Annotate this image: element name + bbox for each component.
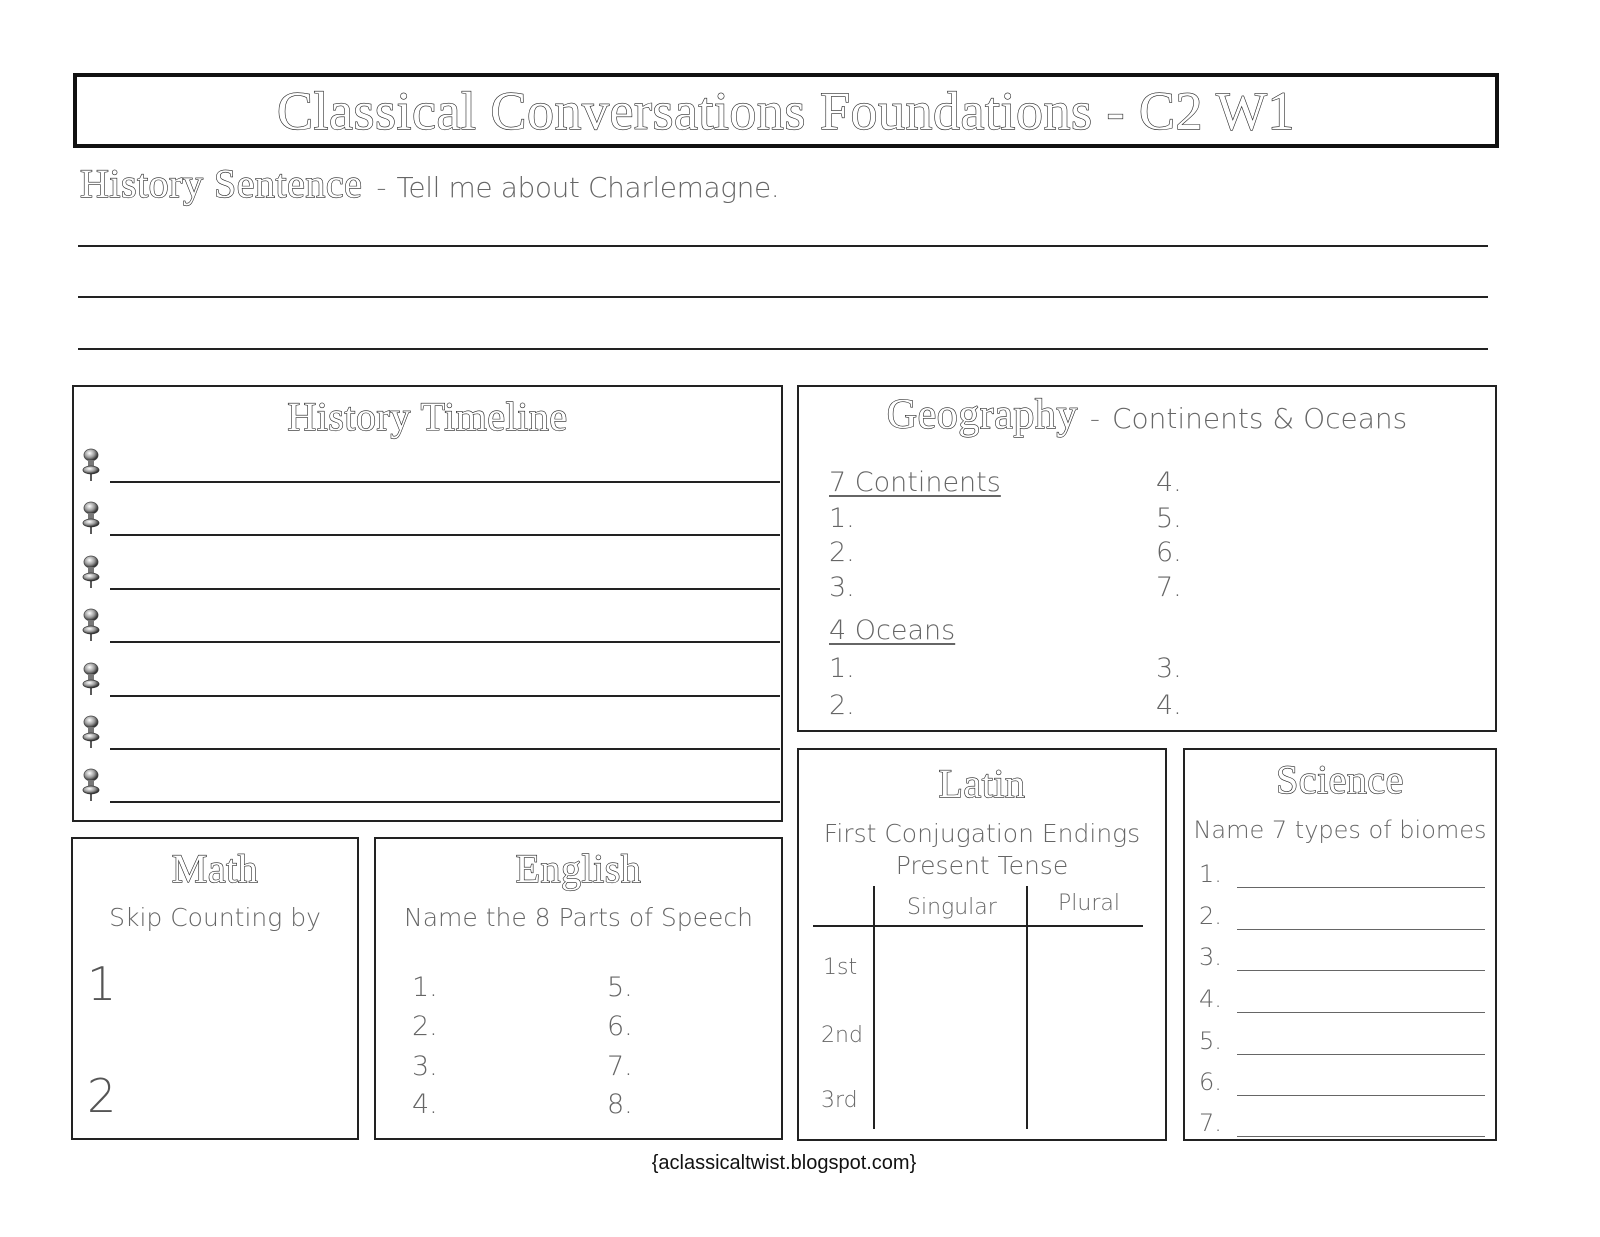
page-title: Classical Conversations Foundations - C2 W1 [277, 80, 1295, 141]
biome-answer-line[interactable] [1237, 887, 1485, 888]
timeline-row[interactable] [80, 500, 780, 540]
latin-heading: Latin [938, 761, 1026, 806]
biome-row[interactable]: 7. [1199, 1109, 1485, 1139]
row-label-3rd: 3rd [821, 1088, 858, 1113]
timeline-answer-line[interactable] [110, 588, 780, 590]
part-of-speech-item[interactable]: 7. [607, 1051, 633, 1082]
biome-row[interactable]: 3. [1199, 943, 1485, 973]
column-header-singular: Singular [907, 895, 997, 920]
continent-item[interactable]: 5. [1156, 503, 1182, 534]
timeline-answer-line[interactable] [110, 695, 780, 697]
part-of-speech-item[interactable]: 5. [607, 972, 633, 1003]
continent-item[interactable]: 3. [829, 572, 855, 603]
timeline-row[interactable] [80, 447, 780, 487]
part-of-speech-item[interactable]: 4. [412, 1089, 438, 1120]
history-sentence-prompt: Tell me about Charlemagne. [396, 171, 780, 204]
separator: - [1089, 402, 1100, 435]
history-sentence-answer-line-2[interactable] [78, 296, 1488, 298]
biome-answer-line[interactable] [1237, 1054, 1485, 1055]
timeline-row[interactable] [80, 554, 780, 594]
english-subtitle: Name the 8 Parts of Speech [404, 903, 753, 932]
table-header-divider [813, 925, 1143, 927]
math-section [71, 837, 359, 1140]
footer-credit: {aclassicaltwist.blogspot.com} [651, 1152, 917, 1174]
timeline-row[interactable] [80, 607, 780, 647]
history-sentence-answer-line-3[interactable] [78, 348, 1488, 350]
title-banner [73, 73, 1499, 148]
part-of-speech-item[interactable]: 8. [607, 1089, 633, 1120]
skip-count-row-1[interactable]: 1 [87, 957, 117, 1011]
geography-subtitle: Continents & Oceans [1111, 402, 1408, 435]
timeline-answer-line[interactable] [110, 801, 780, 803]
pushpin-icon [80, 447, 102, 483]
part-of-speech-item[interactable]: 1. [412, 972, 438, 1003]
history-sentence-heading: History Sentence [80, 161, 363, 206]
continent-item[interactable]: 2. [829, 537, 855, 568]
biome-answer-line[interactable] [1237, 929, 1485, 930]
ocean-item[interactable]: 2. [829, 690, 855, 721]
science-section [1183, 748, 1497, 1141]
part-of-speech-item[interactable]: 6. [607, 1011, 633, 1042]
history-sentence-header [80, 160, 779, 207]
table-column-divider [873, 886, 875, 1129]
timeline-row[interactable] [80, 714, 780, 754]
science-heading: Science [1276, 757, 1404, 802]
biome-row[interactable]: 6. [1199, 1068, 1485, 1098]
math-subtitle: Skip Counting by [109, 903, 321, 932]
ocean-item[interactable]: 3. [1156, 653, 1182, 684]
biome-answer-line[interactable] [1237, 1012, 1485, 1013]
separator: - [376, 171, 387, 204]
pushpin-icon [80, 661, 102, 697]
english-section [374, 837, 783, 1140]
biome-answer-line[interactable] [1237, 1136, 1485, 1137]
table-column-divider [1026, 886, 1028, 1129]
continent-item[interactable]: 6. [1156, 537, 1182, 568]
english-heading: English [515, 846, 642, 891]
pushpin-icon [80, 714, 102, 750]
biome-answer-line[interactable] [1237, 1095, 1485, 1096]
geography-section [797, 385, 1497, 732]
biome-row[interactable]: 5. [1199, 1027, 1485, 1057]
ocean-item[interactable]: 4. [1156, 690, 1182, 721]
geography-header [799, 391, 1495, 439]
part-of-speech-item[interactable]: 2. [412, 1011, 438, 1042]
skip-count-row-2[interactable]: 2 [87, 1069, 117, 1123]
part-of-speech-item[interactable]: 3. [412, 1051, 438, 1082]
latin-subtitle-line-1: First Conjugation Endings [823, 819, 1141, 848]
timeline-answer-line[interactable] [110, 641, 780, 643]
row-label-1st: 1st [823, 955, 858, 980]
pushpin-icon [80, 500, 102, 536]
pushpin-icon [80, 554, 102, 590]
pushpin-icon [80, 607, 102, 643]
pushpin-icon [80, 767, 102, 803]
timeline-row[interactable] [80, 767, 780, 807]
history-timeline-heading: History Timeline [287, 394, 568, 439]
latin-section [797, 748, 1167, 1141]
biome-row[interactable]: 2. [1199, 902, 1485, 932]
column-header-plural: Plural [1058, 891, 1120, 916]
geography-heading: Geography [886, 392, 1078, 438]
math-heading: Math [171, 846, 259, 891]
history-sentence-answer-line-1[interactable] [78, 245, 1488, 247]
continent-item[interactable]: 1. [829, 503, 855, 534]
biome-row[interactable]: 1. [1199, 860, 1485, 890]
timeline-answer-line[interactable] [110, 748, 780, 750]
ocean-item[interactable]: 1. [829, 653, 855, 684]
science-subtitle: Name 7 types of biomes [1193, 816, 1487, 844]
continents-label: 7 Continents [829, 467, 1001, 498]
history-timeline-section [72, 385, 783, 822]
latin-subtitle-line-2: Present Tense [895, 851, 1069, 880]
biome-answer-line[interactable] [1237, 970, 1485, 971]
oceans-label: 4 Oceans [829, 615, 956, 646]
timeline-row[interactable] [80, 661, 780, 701]
biome-row[interactable]: 4. [1199, 985, 1485, 1015]
latin-subtitle [799, 818, 1165, 882]
timeline-answer-line[interactable] [110, 481, 780, 483]
continent-item[interactable]: 4. [1156, 467, 1182, 498]
timeline-answer-line[interactable] [110, 534, 780, 536]
row-label-2nd: 2nd [821, 1023, 863, 1048]
continent-item[interactable]: 7. [1156, 572, 1182, 603]
